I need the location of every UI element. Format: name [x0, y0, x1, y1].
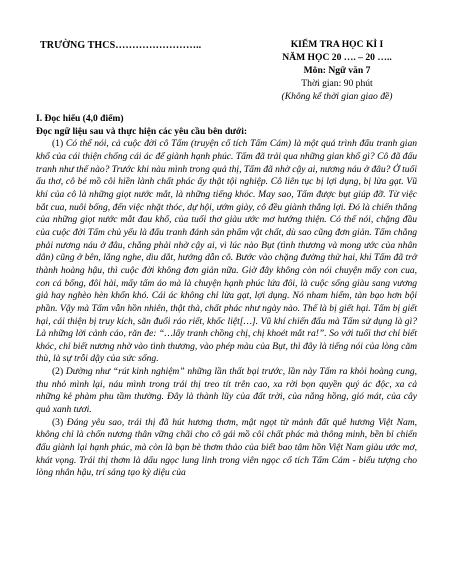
paragraph-text: Dường như “rút kinh nghiệm” những lần thất bại trước, lần này Tấm ra khỏi hoàng cung, thu nhỏ mình lại, náu mình trong trái thị treo tít trên cao, xa rời bọn quyền quý ác độc, xa cả những kẻ phàm phu tầm thường. Đây là thành lũy của đất trời, của nắng hồng, gió mát, của cây quả xanh tươi.: [36, 366, 418, 416]
paragraph-number: (3): [52, 416, 64, 428]
section-instruction: Đọc ngữ liệu sau và thực hiện các yêu cầu bên dưới:: [36, 125, 248, 137]
paragraph-number: (1): [52, 138, 64, 150]
school-name: TRƯỜNG THCS……………………..: [40, 40, 202, 51]
school-year: NĂM HỌC 20 …. – 20 …..: [282, 51, 392, 63]
section-title: I. Đọc hiểu (4,0 điểm): [36, 113, 124, 124]
duration: Thời gian: 90 phút: [301, 77, 373, 89]
duration-note: (Không kể thời gian giao đề): [281, 90, 393, 102]
reading-section: [36, 113, 417, 480]
passage-paragraph-1: [36, 138, 417, 366]
exam-header-block: [262, 39, 412, 104]
paragraph-text: Đáng yêu sao, trái thị đã hút hương thơm, mật ngọt từ mảnh đất quê hương Việt Nam, không chỉ là chốn nương thân vững chãi cho cô gái mồ côi chất phác mà thông minh, bền bỉ chiến đấu giành lại hạnh phúc, mà còn là bạn bè thơm thảo của biết bao tâm hồn Việt Nam giàu ước mơ, khát vọng. Trái thị thơm là dấu ngọc lung linh trong viên ngọc cổ tích Tấm Cám - biểu tượng cho lòng nhân hậu, trí sáng tạo kỳ diệu của: [36, 416, 417, 479]
paragraph-number: (2): [52, 366, 64, 378]
passage-paragraph-3: [36, 417, 417, 480]
exam-title: KIỂM TRA HỌC KÌ I: [290, 39, 384, 50]
paragraph-text: Có thể nói, cả cuộc đời cô Tấm (truyện cổ tích Tấm Cám) là một quá trình đấu tranh gian khổ của cái thiện chống cái ác để giành hạnh phúc. Tấm đã trải qua những gian khổ gì? Cô đã đấu tranh như thế nào? Trước khi nàu mình trong quả thị, Tấm đã nhờ cậy ai, nương náu ở đâu? Ở tuổi ấu thơ, cô bé mồ côi hiền lành chất phác ấy thật tội nghiệp. Cô liên tục bị lợi dụng, bị lừa gạt. Vũ khí của cô là những giọt nước mắt, là những tiếng khóc. May sao, Tấm được bụt giúp đỡ. Từ việc bắt cua, nuôi bống, đến việc nhặt thóc, dự hội, ướm giày, cô đều giành thắng lợi. Đó là chiến thắng của những giọt nước mắt đau khổ, của tuổi thơ giàu ước mơ hướng thiện. Có thể nói, chặng đầu của cuộc đời Tấm chủ yếu là đấu tranh đánh sản phẩm vật chất, dù sao cũng đơn giản. Tấm chẳng phải nương náu ở đâu, chẳng phải nhờ cậy ai, vì lúc nào Bụt (tình thương và mong ước của nhân dân) cũng ở bên, lắng nghe, dìu dắt, hướng dẫn cô. Bước vào chặng đường thử hai, khi Tấm đã trở thành hoàng hậu, thì cuộc đời không đơn giản nữa. Giờ đây không còn nói chuyện mấy con cua, con cá bống, đôi hài, mấy tấm áo mà là chuyện hạnh phúc lứa đôi, là cuộc sống giàu sang vương giả hay nghèo hèn khốn khó. Cái ác không chỉ lừa gạt, lợi dụng. Nó nham hiểm, tàn bạo hơn bội phần. Vậy mà Tấm vẫn hồn nhiên, thật thà, chất phác như ngày nào. Thế là bị giết hại. Tấm bị giết hại, cái thiện bị truy kích, săn đuổi ráo riết, khốc liệt[…]. Vũ khí chiến đấu mà Tấm sử dụng là gì? Là những lời cảnh cáo, răn đe: “…lấy tranh chồng chị, chị khoét mắt ra!”. So với tuổi thơ chỉ biết khóc, chỉ biết nương nhờ vào tình thương, vào phép màu của Bụt, thì đây là tiếng nói của lòng căm thù, là sự trỗi dậy của sức sống.: [36, 138, 417, 365]
subject: Môn: Ngữ văn 7: [303, 64, 371, 76]
passage-paragraph-2: [36, 366, 417, 417]
